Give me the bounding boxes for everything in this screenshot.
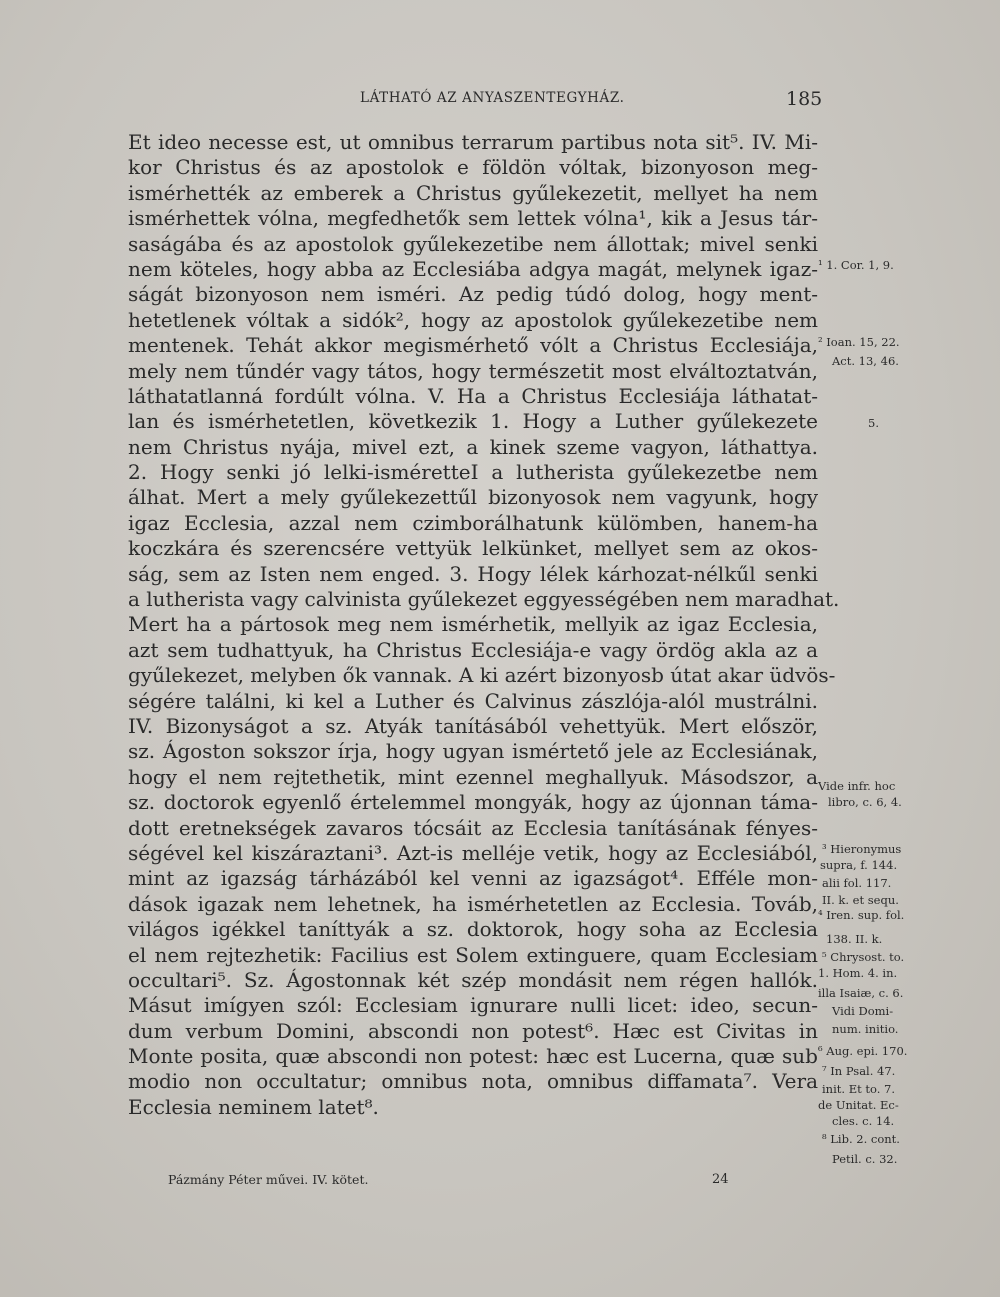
marginal-note: de Unitat. Ec- [818,1098,899,1112]
marginal-note: supra, f. 144. [820,858,898,872]
text-line: dum verbum Domini, abscondi non potest⁶. Hæc est Civitas in [128,1018,818,1043]
text-line: koczkára és szerencsére vettyük lelkünket, mellyet sem az okos- [128,536,818,561]
marginal-note: ³ Hieronymus [822,842,902,856]
marginal-note: ¹ 1. Cor. 1, 9. [818,258,894,272]
text-line: azt sem tudhattyuk, ha Christus Ecclesiája-e vagy ördög akla az a [128,637,818,662]
running-title: LÁTHATÓ AZ ANYASZENTEGYHÁZ. [360,90,625,106]
text-line: sz. doctorok egyenlő értelemmel mongyák, hogy az újonnan táma- [128,790,818,815]
text-line: Ecclesia neminem latet⁸. [128,1094,379,1119]
text-line: mentenek. Tehát akkor megismérhető vólt a Christus Ecclesiája, [128,333,818,358]
text-line: nem Christus nyája, mivel ezt, a kinek szeme vagyon, láthattya. [128,434,818,459]
main-text [128,130,840,1120]
text-line: ságát bizonyoson nem isméri. Az pedig túdó dolog, hogy ment- [128,282,818,307]
text-line: dott eretnekségek zavaros tócsáit az Ecclesia tanításának fényes- [128,815,818,840]
text-line: Másut imígyen szól: Ecclesiam ignurare nulli licet: ideo, secun- [128,993,818,1018]
marginal-note: II. k. et sequ. [822,893,899,907]
text-line: igaz Ecclesia, azzal nem czimborálhatunk külömben, hanem-ha [128,510,818,535]
marginal-note: init. Et to. 7. [822,1082,895,1096]
text-line: ségére találni, ki kel a Luther és Calvinus zászlója-alól mustrálni. [128,688,818,713]
text-line: nem köteles, hogy abba az Ecclesiába adgya magát, melynek igaz- [128,256,818,281]
text-line: ság, sem az Isten nem enged. 3. Hogy lélek kárhozat-nélkűl senki [128,561,818,586]
marginal-note: num. initio. [832,1022,899,1036]
text-line: világos igékkel taníttyák a sz. doktorok, hogy soha az Ecclesia [128,917,818,942]
text-line: hetetlenek vóltak a sidók², hogy az apostolok gyűlekezetibe nem [128,307,818,332]
marginal-note: 5. [868,416,879,430]
text-line: saságába és az apostolok gyűlekezetibe nem állottak; mivel senki [128,231,818,256]
marginal-note: illa Isaiæ, c. 6. [818,986,904,1000]
text-line: a lutherista vagy calvinista gyűlekezet eggyességében nem maradhat. [128,587,840,612]
text-line: ismérhettek vólna, megfedhetők sem lettek vólna¹, kik a Jesus tár- [128,206,818,231]
text-line: álhat. Mert a mely gyűlekezettűl bizonyosok nem vagyunk, hogy [128,485,818,510]
text-line: dások igazak nem lehetnek, ha ismérhetetlen az Ecclesia. Továb, [128,891,818,916]
text-line: lan és ismérhetetlen, következik 1. Hogy a Luther gyűlekezete [128,409,818,434]
text-line: mint az igazság tárházából kel venni az igazságot⁴. Efféle mon- [128,866,818,891]
text-line: sz. Ágoston sokszor írja, hogy ugyan ismértető jele az Ecclesiának, [128,739,818,764]
text-line: ségével kel kiszáraztani³. Azt-is melléje vetik, hogy az Ecclesiából, [128,840,818,865]
marginal-note: ⁸ Lib. 2. cont. [822,1132,900,1146]
footer-signature: 24 [712,1172,729,1187]
marginal-note: Petil. c. 32. [832,1152,898,1166]
page-header [0,88,1000,118]
marginal-note: Vidi Domi- [832,1004,894,1018]
marginal-note: 1. Hom. 4. in. [818,966,898,980]
text-line: hogy el nem rejtethetik, mint ezennel meghallyuk. Másodszor, a [128,764,818,789]
marginal-note: 138. II. k. [826,932,883,946]
footer-publisher: Pázmány Péter művei. IV. kötet. [168,1172,369,1187]
marginal-note: ⁵ Chrysost. to. [822,950,905,964]
marginal-note: Act. 13, 46. [832,354,899,368]
marginal-note: ⁶ Aug. epi. 170. [818,1044,908,1058]
text-line: el nem rejtezhetik: Facilius est Solem extinguere, quam Ecclesiam [128,942,818,967]
marginal-note: ⁴ Iren. sup. fol. [818,908,905,922]
marginal-note: libro, c. 6, 4. [828,795,902,809]
page-number: 185 [786,88,823,110]
text-line: Monte posita, quæ abscondi non potest: hæc est Lucerna, quæ sub [128,1044,818,1069]
text-line: Mert ha a pártosok meg nem ismérhetik, mellyik az igaz Ecclesia, [128,612,818,637]
text-line: mely nem tűndér vagy tátos, hogy természetit most elváltoztatván, [128,358,818,383]
text-line: modio non occultatur; omnibus nota, omnibus diffamata⁷. Vera [128,1069,818,1094]
text-line: occultari⁵. Sz. Ágostonnak két szép mondásit nem régen hallók. [128,967,818,992]
text-line: láthatatlanná fordúlt vólna. V. Ha a Christus Ecclesiája láthatat- [128,383,818,408]
text-line: IV. Bizonyságot a sz. Atyák tanításából vehettyük. Mert először, [128,713,818,738]
text-line: 2. Hogy senki jó lelki-isméretteI a lutherista gyűlekezetbe nem [128,460,818,485]
marginal-note: ⁷ In Psal. 47. [822,1064,896,1078]
marginal-note: Vide infr. hoc [818,779,896,793]
text-line: ismérhették az emberek a Christus gyűlekezetit, mellyet ha nem [128,180,818,205]
text-line: Et ideo necesse est, ut omnibus terrarum partibus nota sit⁵. IV. Mi- [128,130,818,154]
text-line: gyűlekezet, melyben ők vannak. A ki azért bizonyosb útat akar üdvös- [128,663,836,688]
marginal-note: alii fol. 117. [822,876,892,890]
text-line: kor Christus és az apostolok e földön vóltak, bizonyoson meg- [128,155,818,180]
marginal-note: ² Ioan. 15, 22. [818,335,900,349]
marginal-note: cles. c. 14. [832,1114,895,1128]
